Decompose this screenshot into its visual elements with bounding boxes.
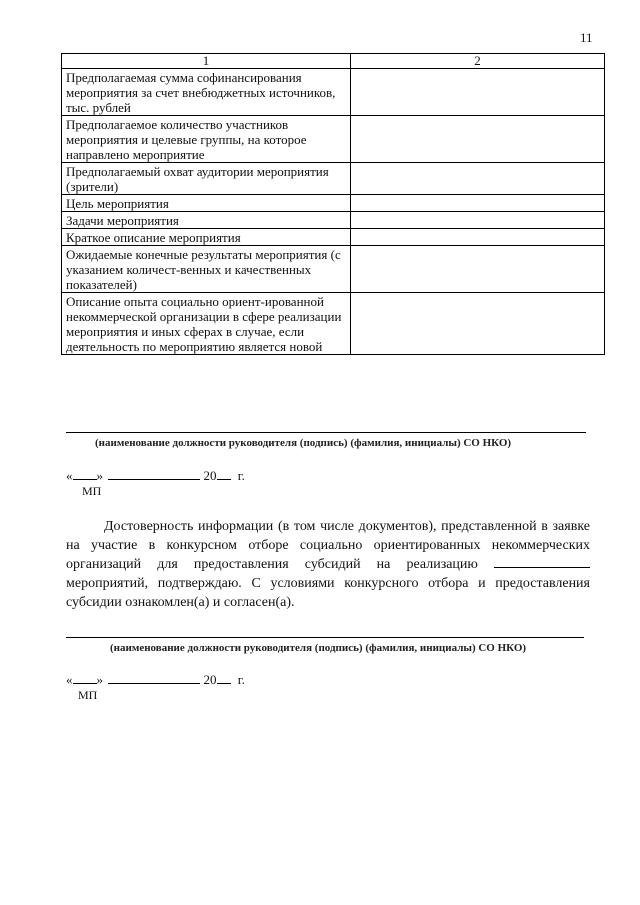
date-line-1 (66, 467, 245, 484)
confirmation-statement (66, 517, 590, 612)
row-label-experience: Описание опыта социально ориент-ированной некоммерческой организации в сфере реализации мероприятия и иных сферах в случае, если деятельность по мероприятию является новой (62, 293, 351, 355)
page-number: 11 (580, 30, 593, 45)
row-value-results[interactable] (351, 246, 605, 293)
row-value-audience[interactable] (351, 163, 605, 195)
month-blank[interactable] (108, 671, 200, 684)
table-row (62, 212, 605, 229)
year-prefix: 20 (203, 468, 217, 483)
stamp-label-1: МП (82, 484, 102, 498)
open-quote: « (66, 672, 73, 687)
row-label-tasks: Задачи мероприятия (62, 212, 351, 229)
day-blank[interactable] (73, 671, 97, 684)
statement-text-part1: Достоверность информации (в том числе документов), представленной в заявке на участие в конкурсном отборе социально ориентированных некоммерческих организаций для предоставления субсидий на реализацию (66, 519, 590, 572)
table-header-row (62, 54, 605, 69)
date-line-2 (66, 671, 245, 688)
year-blank[interactable] (217, 467, 231, 480)
row-label-goal: Цель мероприятия (62, 195, 351, 212)
row-label-participants: Предполагаемое количество участников мероприятия и целевые группы, на которое направлено мероприятие (62, 116, 351, 163)
row-label-description: Краткое описание мероприятия (62, 229, 351, 246)
year-blank[interactable] (217, 671, 231, 684)
signature-caption-1: (наименование должности руководителя (подпись) (фамилия, инициалы) СО НКО) (95, 437, 512, 449)
table-row (62, 293, 605, 355)
table-row (62, 195, 605, 212)
row-value-goal[interactable] (351, 195, 605, 212)
row-label-audience: Предполагаемый охват аудитории мероприятия (зрители) (62, 163, 351, 195)
close-quote: » (96, 468, 103, 483)
row-value-cofinancing[interactable] (351, 69, 605, 116)
signature-caption-2: (наименование должности руководителя (подпись) (фамилия, инициалы) СО НКО) (110, 642, 527, 654)
close-quote: » (96, 672, 103, 687)
application-table (61, 53, 605, 355)
row-label-cofinancing: Предполагаемая сумма софинансирования мероприятия за счет внебюджетных источников, тыс. рублей (62, 69, 351, 116)
column-header-2: 2 (351, 54, 605, 69)
statement-text-part2: мероприятий, подтверждаю. С условиями конкурсного отбора и предоставления субсидии ознакомлен(а) и согласен(а). (66, 576, 590, 610)
signature-line-2[interactable] (66, 637, 584, 638)
signature-line-1[interactable] (66, 432, 586, 433)
row-value-participants[interactable] (351, 116, 605, 163)
open-quote: « (66, 468, 73, 483)
stamp-label-2: МП (78, 688, 98, 702)
year-suffix: г. (237, 672, 245, 687)
row-value-tasks[interactable] (351, 212, 605, 229)
table-row (62, 116, 605, 163)
table-row (62, 229, 605, 246)
row-value-description[interactable] (351, 229, 605, 246)
year-prefix: 20 (203, 672, 217, 687)
statement-blank[interactable] (494, 555, 590, 568)
year-suffix: г. (237, 468, 245, 483)
month-blank[interactable] (108, 467, 200, 480)
row-label-results: Ожидаемые конечные результаты мероприятия (с указанием количест-венных и качественных показателей) (62, 246, 351, 293)
table-row (62, 163, 605, 195)
row-value-experience[interactable] (351, 293, 605, 355)
table-row (62, 246, 605, 293)
column-header-1: 1 (62, 54, 351, 69)
table-row (62, 69, 605, 116)
day-blank[interactable] (73, 467, 97, 480)
